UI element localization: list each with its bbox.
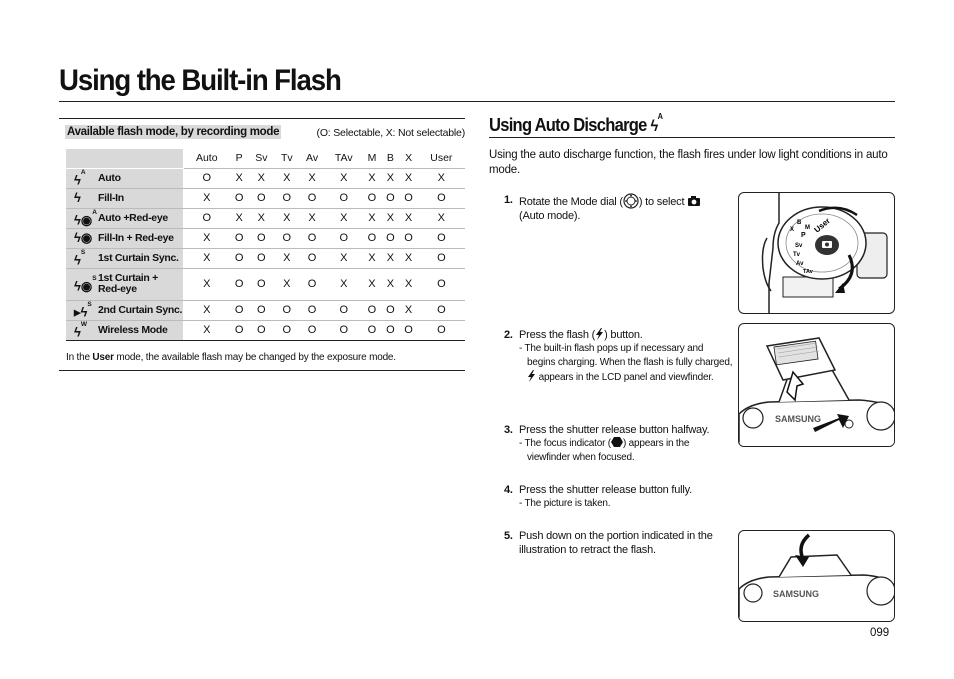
table-note: In the User mode, the available flash may be changed by the exposure mode. (66, 352, 396, 363)
availability-cell: O (299, 248, 325, 268)
table-row (66, 300, 465, 320)
availability-cell: O (274, 228, 299, 248)
section-rule (489, 137, 895, 138)
table-row (66, 168, 465, 188)
availability-cell: O (299, 228, 325, 248)
dial-label-x: X (790, 227, 795, 233)
dial-label-tav: TAv (803, 269, 813, 275)
flash-mode-name: 1st Curtain + Red-eye (98, 272, 158, 295)
table-row (66, 320, 465, 340)
availability-cell: O (230, 268, 248, 300)
availability-cell: X (325, 268, 363, 300)
flash-mode-name: Fill-In + Red-eye (98, 231, 174, 244)
flash-mode-cell (66, 168, 183, 188)
availability-cell: X (230, 208, 248, 228)
table-header-row (66, 149, 465, 168)
availability-cell: O (381, 320, 399, 340)
availability-cell: O (299, 300, 325, 320)
availability-cell: X (183, 228, 230, 248)
availability-cell: O (325, 320, 363, 340)
availability-cell: X (183, 320, 230, 340)
flash-mode-name: 1st Curtain Sync. (98, 251, 179, 264)
flash-mode-name: Wireless Mode (98, 323, 168, 336)
availability-cell: O (418, 300, 465, 320)
dial-label-user: User (812, 216, 832, 235)
flash-mode-name: Auto (98, 171, 121, 184)
flash-mode-cell (66, 208, 183, 228)
availability-cell: O (363, 300, 382, 320)
availability-cell: O (363, 228, 382, 248)
availability-cell: X (274, 168, 299, 188)
availability-cell: X (381, 208, 399, 228)
availability-cell: O (418, 248, 465, 268)
col-header: TAv (325, 149, 363, 168)
availability-cell: O (248, 248, 274, 268)
table-header-mode (66, 149, 183, 168)
table-legend-note: (O: Selectable, X: Not selectable) (316, 127, 465, 139)
col-header: P (230, 149, 248, 168)
mode-dial-icon (623, 193, 639, 209)
availability-cell: X (363, 208, 382, 228)
availability-cell: O (381, 188, 399, 208)
availability-cell: X (248, 208, 274, 228)
camera-retract-drawing (739, 531, 895, 622)
availability-cell: O (248, 268, 274, 300)
table-row (66, 268, 465, 300)
availability-cell: X (418, 208, 465, 228)
flash-slow-sync-icon: $ϟ^S$ (74, 249, 86, 268)
mode-dial-illustration (738, 192, 895, 314)
availability-cell: X (183, 188, 230, 208)
col-header: Auto (183, 149, 230, 168)
availability-cell: X (381, 268, 399, 300)
dial-label-p: P (801, 232, 806, 239)
availability-cell: O (230, 320, 248, 340)
availability-cell: O (248, 300, 274, 320)
flash-auto-icon: $ϟ^A$ (74, 169, 86, 188)
availability-cell: O (230, 188, 248, 208)
availability-cell: X (299, 168, 325, 188)
availability-cell: X (325, 168, 363, 188)
flash-mode-cell (66, 188, 183, 208)
focus-indicator-icon (611, 437, 623, 447)
availability-cell: O (381, 300, 399, 320)
col-header: Av (299, 149, 325, 168)
availability-cell: O (399, 320, 417, 340)
availability-cell: X (274, 268, 299, 300)
flash-popup-illustration (738, 323, 895, 447)
flash-icon (595, 328, 604, 340)
flash-retract-illustration (738, 530, 895, 622)
table-row (66, 228, 465, 248)
col-header: Sv (248, 149, 274, 168)
flash-mode-cell (66, 228, 183, 248)
availability-cell: X (399, 208, 417, 228)
availability-cell: X (381, 248, 399, 268)
flash-mode-cell (66, 320, 183, 340)
availability-cell: X (183, 268, 230, 300)
step-2: 2. Press the flash ( ) button. - The built-in flash pops up if necessary and begins charging. When the flash is fully charged, appears in the LCD panel and viewfinder. (504, 329, 733, 383)
flash-wireless-icon: $ϟ^W$ (74, 321, 88, 340)
flash-mode-table (66, 149, 465, 341)
availability-cell: O (418, 268, 465, 300)
availability-cell: O (325, 228, 363, 248)
availability-cell: X (363, 168, 382, 188)
flash-mode-cell (66, 248, 183, 268)
flash-auto-icon: $ϟ^A$ (650, 111, 663, 135)
table-heading: Available flash mode, by recording mode (67, 126, 280, 138)
availability-cell: X (399, 268, 417, 300)
flash-rear-sync-icon: $▸ϟ^S$ (74, 301, 92, 320)
availability-cell: O (363, 188, 382, 208)
availability-cell: O (230, 228, 248, 248)
flash-mode-cell (66, 300, 183, 320)
col-header: B (381, 149, 399, 168)
availability-cell: O (381, 228, 399, 248)
availability-cell: X (363, 248, 382, 268)
page-title: Using the Built-in Flash (59, 64, 341, 97)
dial-label-m: M (805, 225, 810, 231)
step-1: 1. Rotate the Mode dial ( ) to select (Auto mode). (504, 193, 734, 223)
step-5: 5. Push down on the portion indicated in the illustration to retract the flash. (504, 530, 713, 556)
flash-redeye-icon: ϟ◉ (74, 230, 93, 245)
auto-mode-camera-icon (687, 195, 701, 207)
col-header: X (399, 149, 417, 168)
availability-cell: O (299, 188, 325, 208)
camera-mode-dial-drawing (739, 193, 895, 314)
table-row (66, 188, 465, 208)
brand-label: SAMSUNG (773, 589, 820, 599)
availability-cell: X (183, 248, 230, 268)
availability-cell: X (381, 168, 399, 188)
availability-cell: X (274, 208, 299, 228)
flash-mode-name: Fill-In (98, 191, 124, 204)
availability-cell: X (399, 300, 417, 320)
availability-cell: X (363, 268, 382, 300)
availability-cell: O (248, 188, 274, 208)
col-header: M (363, 149, 382, 168)
flash-mode-cell (66, 268, 183, 300)
availability-cell: O (325, 188, 363, 208)
availability-cell: O (248, 228, 274, 248)
availability-cell: X (274, 248, 299, 268)
availability-cell: X (325, 208, 363, 228)
availability-cell: O (230, 300, 248, 320)
flash-mode-name: 2nd Curtain Sync. (98, 303, 183, 316)
availability-cell: X (299, 208, 325, 228)
brand-label: SAMSUNG (775, 414, 822, 424)
table-row (66, 208, 465, 228)
table-row (66, 248, 465, 268)
section-intro: Using the auto discharge function, the flash fires under low light conditions in auto mode. (489, 149, 888, 176)
flash-ready-icon (527, 370, 536, 382)
availability-cell: O (274, 320, 299, 340)
camera-flash-drawing (739, 324, 895, 447)
availability-cell: O (274, 300, 299, 320)
col-header: User (418, 149, 465, 168)
availability-cell: O (418, 320, 465, 340)
section-title: Using Auto Discharge $ϟ^A$ (489, 111, 663, 135)
dial-label-tv: Tv (793, 252, 801, 258)
page-number: 099 (870, 627, 890, 639)
availability-cell: X (183, 300, 230, 320)
availability-cell: O (418, 188, 465, 208)
availability-cell: O (274, 188, 299, 208)
step-4: 4. Press the shutter release button fully. - The picture is taken. (504, 484, 692, 509)
availability-cell: O (183, 168, 230, 188)
flash-slow-sync-redeye-icon: ϟ◉$^S$ (74, 275, 97, 294)
availability-cell: O (230, 248, 248, 268)
flash-icon: ϟ (74, 190, 81, 205)
availability-cell: O (325, 300, 363, 320)
availability-cell: O (299, 320, 325, 340)
availability-cell: X (248, 168, 274, 188)
step-3: 3. Press the shutter release button halfway. - The focus indicator ( ) appears in the viewfinder when focused. (504, 424, 710, 463)
col-header: Tv (274, 149, 299, 168)
availability-cell: X (399, 248, 417, 268)
dial-label-sv: Sv (795, 243, 803, 249)
flash-auto-redeye-icon: ϟ◉$^A$ (74, 209, 97, 228)
title-rule (59, 101, 895, 102)
push-down-arrow-icon (801, 535, 809, 559)
availability-cell: X (230, 168, 248, 188)
section-bottom-rule (59, 370, 465, 371)
availability-cell: X (418, 168, 465, 188)
availability-cell: O (299, 268, 325, 300)
availability-cell: O (363, 320, 382, 340)
availability-cell: O (248, 320, 274, 340)
availability-cell: X (325, 248, 363, 268)
availability-cell: O (183, 208, 230, 228)
dial-label-b: B (797, 220, 802, 226)
availability-cell: O (399, 188, 417, 208)
availability-cell: X (399, 168, 417, 188)
availability-cell: O (418, 228, 465, 248)
flash-mode-name: Auto +Red-eye (98, 211, 168, 224)
dial-label-av: Av (796, 261, 804, 267)
availability-cell: O (399, 228, 417, 248)
